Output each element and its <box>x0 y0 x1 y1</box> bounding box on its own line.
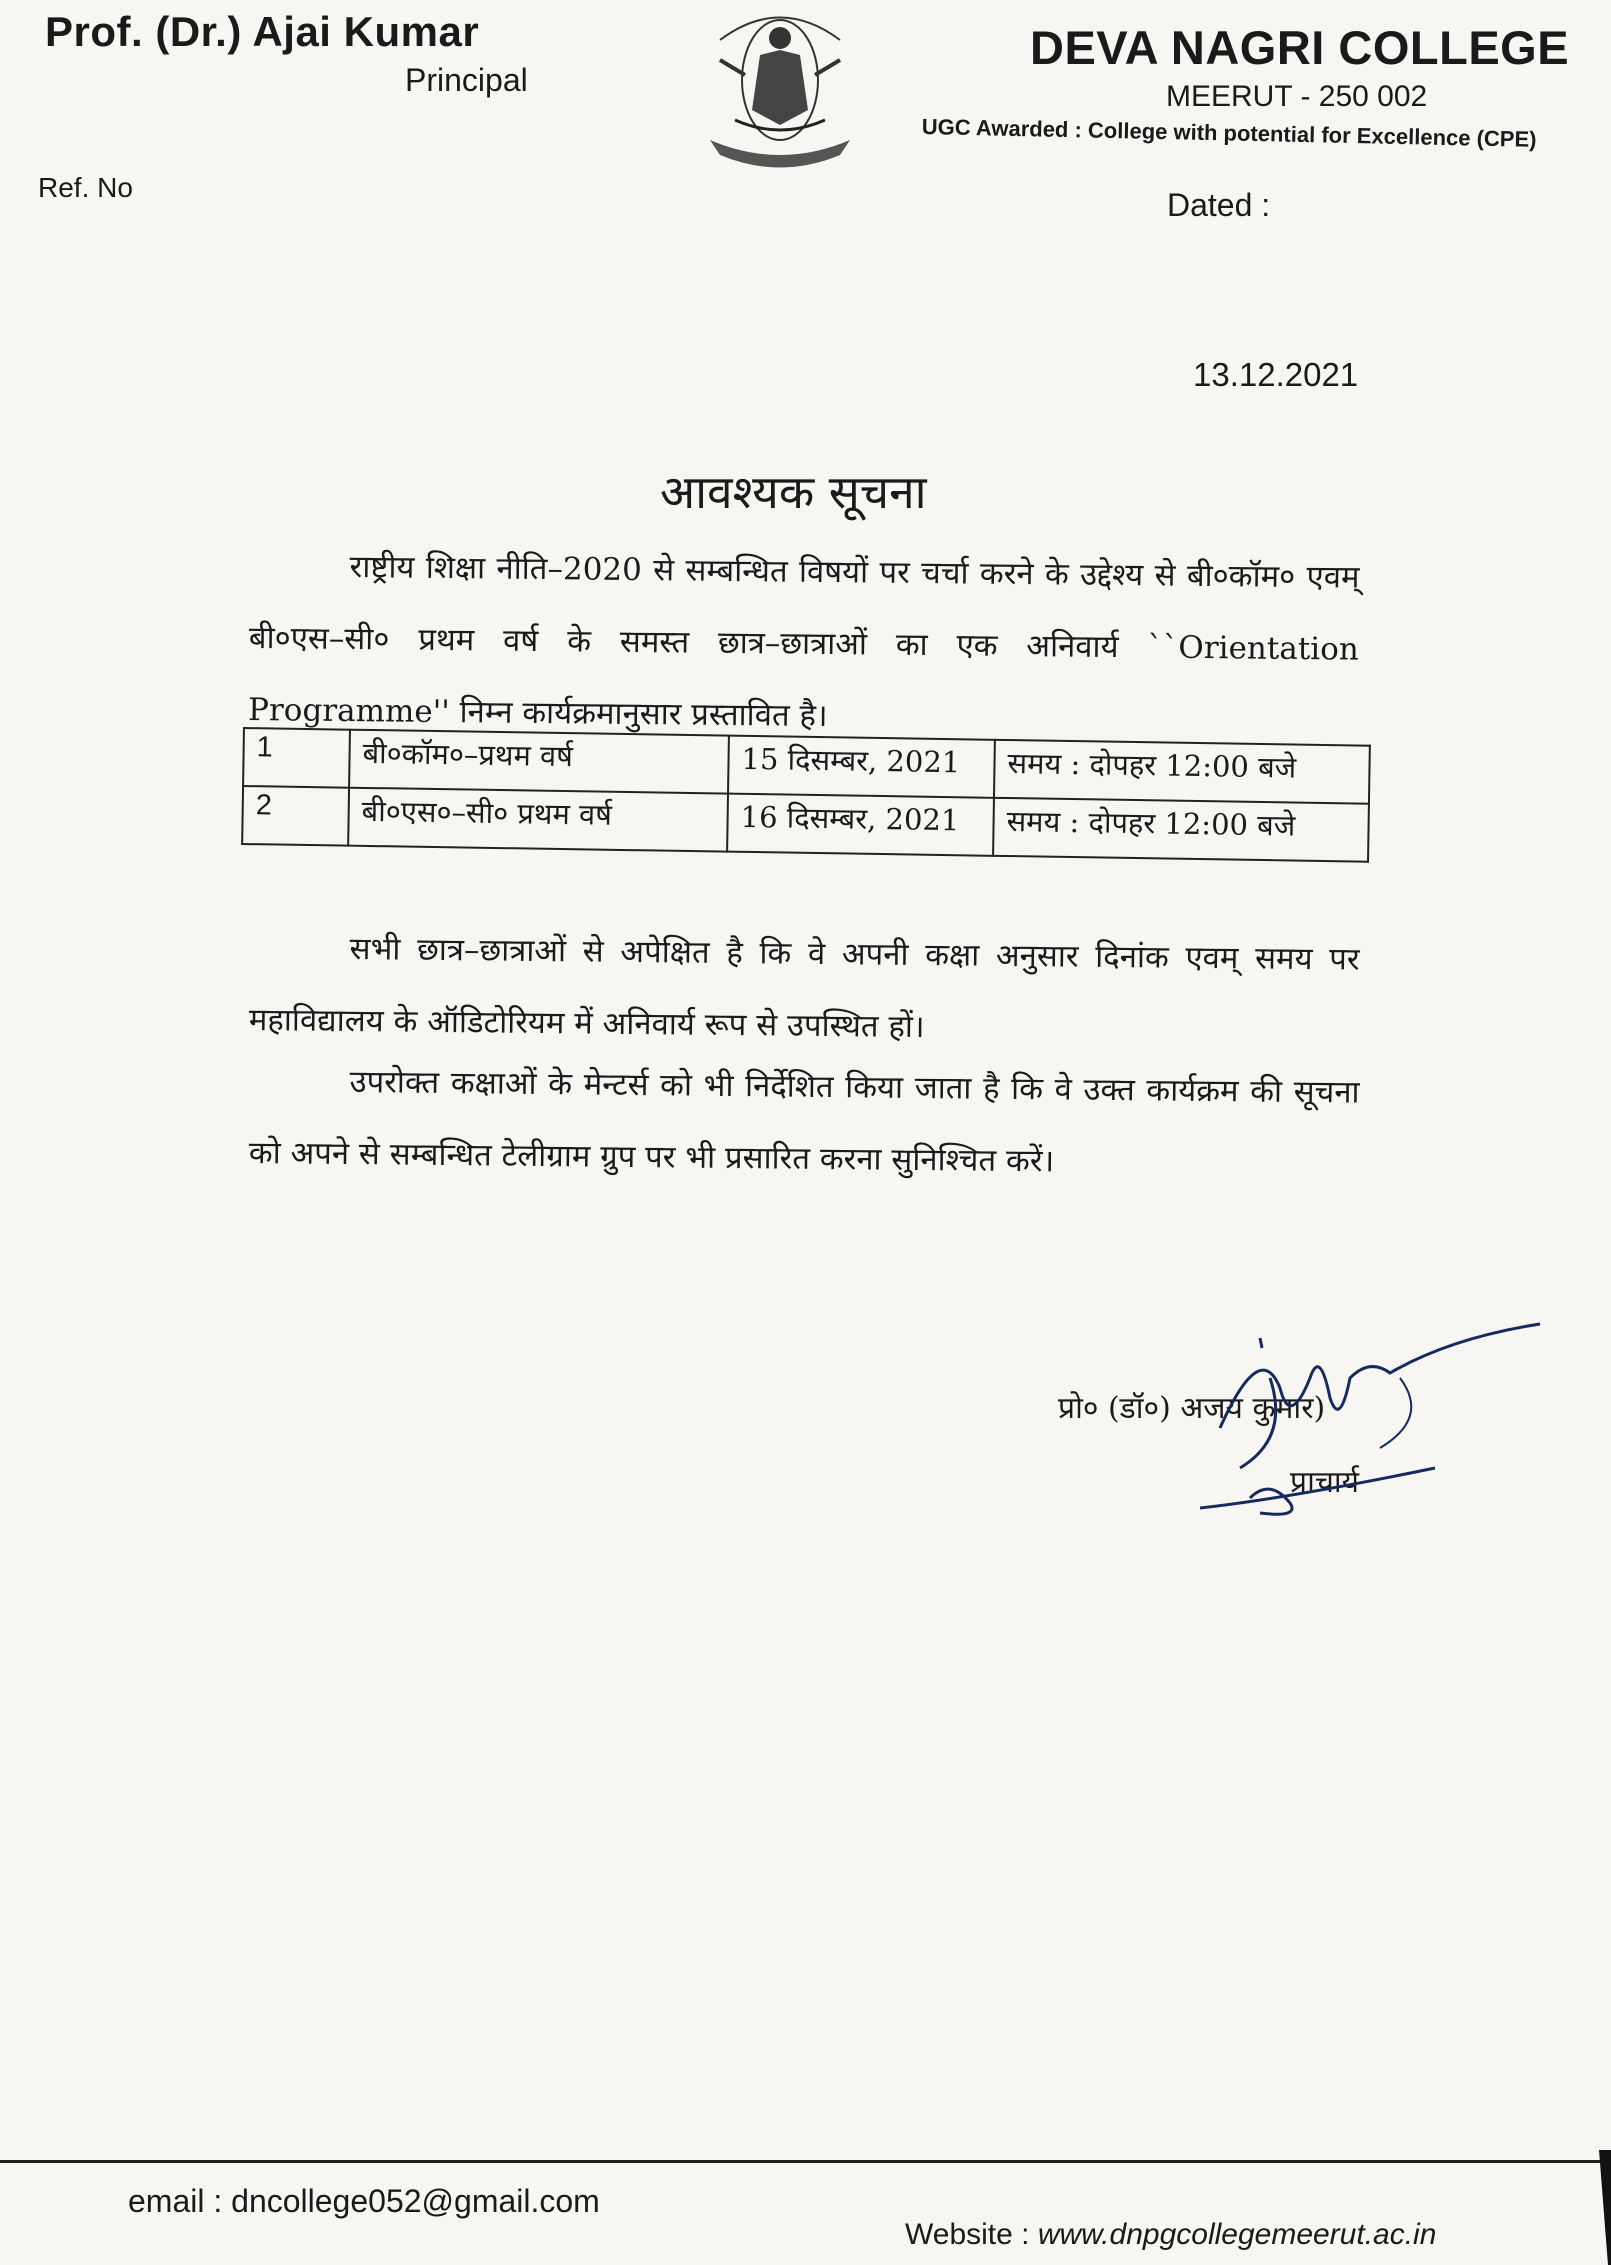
signatory-title: प्राचार्य <box>1290 1465 1360 1500</box>
college-city: MEERUT - 250 002 <box>1166 80 1428 113</box>
website-url: www.dnpgcollegemeerut.ac.in <box>1037 2218 1437 2251</box>
college-name: DEVA NAGRI COLLEGE <box>1030 21 1570 74</box>
college-award: UGC Awarded : College with potential for Excellence (CPE) <box>921 114 1537 152</box>
footer-divider <box>0 2160 1611 2163</box>
row-time: समय : दोपहर 12:00 बजे <box>994 740 1370 804</box>
notice-mentors-paragraph: उपरोक्त कक्षाओं के मेन्टर्स को भी निर्देशित किया जाता है कि वे उक्त कार्यक्रम की सूचना को अपने से सम्बन्धित टेलीग्राम ग्रुप पर भी प्रसारित करना सुनिश्चित करें। <box>248 1064 1360 1180</box>
dated-label: Dated : <box>1167 187 1271 223</box>
row-date: 16 दिसम्बर, 2021 <box>727 794 994 856</box>
row-course: बी०एस०–सी० प्रथम वर्ष <box>348 788 728 852</box>
schedule-table <box>241 727 1371 863</box>
college-logo-emblem <box>700 0 860 170</box>
signatory-name: प्रो० (डॉ०) अजय कुमार) <box>1058 1391 1326 1426</box>
notice-attendance-paragraph: सभी छात्र–छात्राओं से अपेक्षित है कि वे अपनी कक्षा अनुसार दिनांक एवम् समय पर महाविद्यालय के ऑडिटोरियम में अनिवार्य रूप से उपस्थित हों। <box>248 931 1360 1046</box>
notice-date: 13.12.2021 <box>1193 356 1359 393</box>
website-label: Website : <box>905 2218 1030 2251</box>
notice-intro-paragraph: राष्ट्रीय शिक्षा नीति–2020 से सम्बन्धित विषयों पर चर्चा करने के उद्देश्य से बी०कॉम० एवम् बी०एस–सी० प्रथम वर्ष के समस्त छात्र–छात्राओं का एक अनिवार्य ``Orientation Programme'' निम्न कार्यक्रमानुसार प्रस्तावित है। <box>247 549 1360 735</box>
row-date: 15 दिसम्बर, 2021 <box>728 736 995 798</box>
principal-title: Principal <box>405 62 528 98</box>
row-time: समय : दोपहर 12:00 बजे <box>993 798 1369 862</box>
row-course: बी०कॉम०–प्रथम वर्ष <box>349 730 729 794</box>
ref-no-label: Ref. No <box>38 172 133 203</box>
row-serial: 1 <box>243 728 350 788</box>
row-serial: 2 <box>242 786 349 846</box>
footer-email: email : dncollege052@gmail.com <box>128 2183 600 2219</box>
footer-website <box>905 2218 1436 2252</box>
notice-heading: आवश्यक सूचना <box>660 465 927 519</box>
handwritten-signature <box>1200 1318 1550 1558</box>
principal-name: Prof. (Dr.) Ajai Kumar <box>45 8 480 55</box>
page-edge-shadow <box>1581 2150 1611 2265</box>
